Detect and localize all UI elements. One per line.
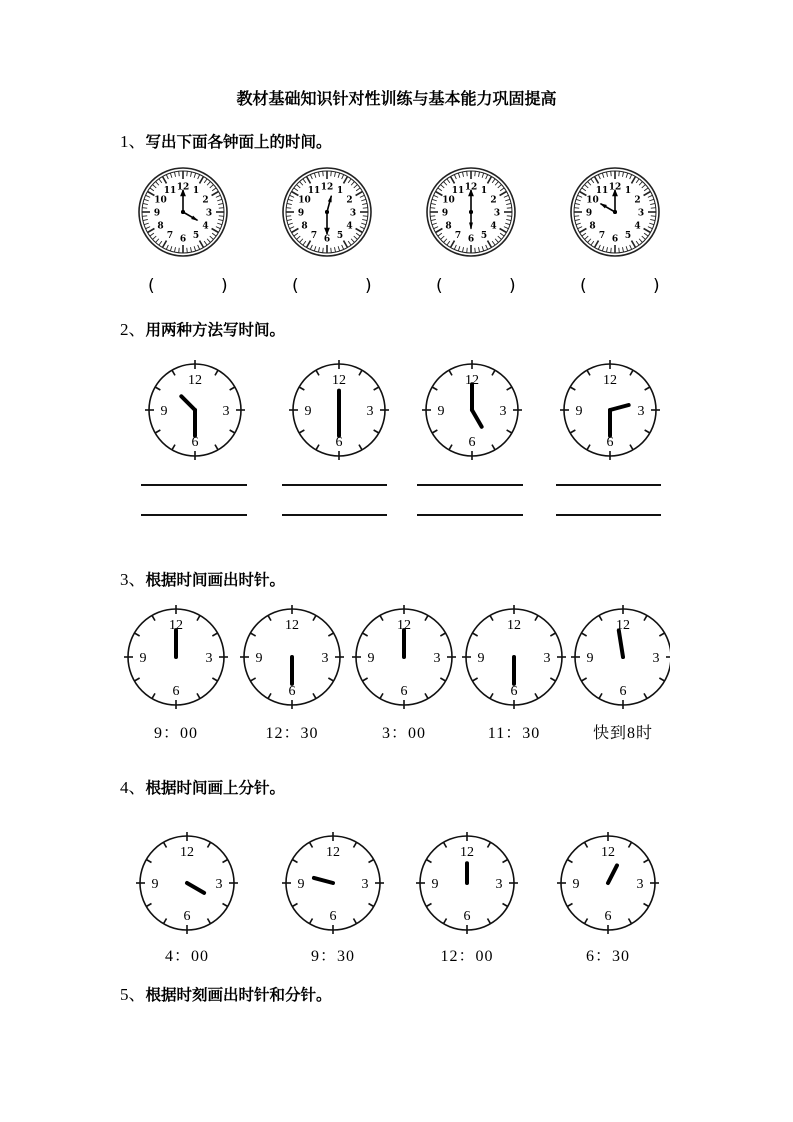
time-label: 9：30 xyxy=(310,948,356,965)
answer-paren-close: ) xyxy=(653,276,660,296)
dial-number: 11 xyxy=(307,185,321,196)
tick-mark xyxy=(651,208,656,209)
dial-number: 7 xyxy=(166,231,174,242)
dial-number: 3 xyxy=(321,651,329,666)
dial-number: 10 xyxy=(154,195,167,206)
section-number: 5、 xyxy=(120,985,146,1004)
tick-mark xyxy=(142,216,147,217)
answer-paren-close: ) xyxy=(509,276,516,296)
dial-number: 8 xyxy=(157,221,164,232)
tick-mark xyxy=(187,171,188,176)
worksheet-title: 教材基础知识针对性训练与基本能力巩固提高 xyxy=(236,89,557,108)
tick-mark xyxy=(619,248,620,253)
section-text: 根据时刻画出时针和分针。 xyxy=(145,986,332,1004)
answer-paren-close: ) xyxy=(365,276,372,296)
dial-number: 12 xyxy=(608,182,622,193)
clock-face[interactable] xyxy=(287,358,391,462)
time-label: 11：30 xyxy=(487,725,541,742)
section-4-clocks xyxy=(0,825,665,970)
dial-number: 3 xyxy=(499,404,507,419)
dial-number: 7 xyxy=(598,231,606,242)
dial-number: 6 xyxy=(468,435,476,450)
dial-number: 6 xyxy=(191,435,199,450)
dial-number: 12 xyxy=(169,618,183,633)
dial-number: 4 xyxy=(490,221,497,232)
dial-number: 5 xyxy=(624,231,632,242)
dial-number: 12 xyxy=(332,373,346,388)
center-pin xyxy=(613,210,617,214)
section-3-clocks xyxy=(0,600,670,745)
dial-number: 6 xyxy=(335,435,343,450)
clock-face[interactable] xyxy=(569,603,670,711)
tick-mark xyxy=(611,248,612,253)
section-text: 用两种方法写时间。 xyxy=(145,321,286,339)
dial-number: 9 xyxy=(297,877,305,892)
answer-paren-open: ( xyxy=(292,276,299,296)
time-label: 4：00 xyxy=(164,948,210,965)
clock-face[interactable] xyxy=(555,830,661,936)
dial-number: 3 xyxy=(361,877,369,892)
tick-mark xyxy=(286,208,291,209)
time-label: 9：00 xyxy=(153,725,199,742)
dial-number: 3 xyxy=(636,877,644,892)
section-3-heading xyxy=(120,565,285,590)
section-text: 根据时间画上分针。 xyxy=(145,779,286,797)
dial-number: 2 xyxy=(634,195,641,206)
time-label: 快到8时 xyxy=(592,725,654,742)
tick-mark xyxy=(611,171,612,176)
dial-number: 9 xyxy=(431,877,439,892)
dial-number: 3 xyxy=(222,404,230,419)
dial-number: 1 xyxy=(192,185,200,196)
answer-line[interactable] xyxy=(282,484,387,486)
dial-number: 6 xyxy=(611,234,619,245)
center-pin xyxy=(469,210,473,214)
answer-line[interactable] xyxy=(141,514,247,516)
dial-number: 8 xyxy=(445,221,452,232)
center-pin xyxy=(325,210,329,214)
dial-number: 4 xyxy=(346,221,353,232)
clock-face[interactable] xyxy=(350,603,458,711)
clock-face[interactable] xyxy=(460,603,568,711)
dial-number: 3 xyxy=(349,208,357,219)
dial-number: 2 xyxy=(490,195,497,206)
clock-face[interactable] xyxy=(421,162,521,262)
tick-mark xyxy=(363,216,368,217)
dial-number: 11 xyxy=(163,185,177,196)
dial-number: 11 xyxy=(451,185,465,196)
clock-face[interactable] xyxy=(238,603,346,711)
dial-number: 12 xyxy=(465,373,479,388)
clock-face[interactable] xyxy=(277,162,377,262)
dial-number: 3 xyxy=(366,404,374,419)
tick-mark xyxy=(187,248,188,253)
tick-mark xyxy=(507,208,512,209)
tick-mark xyxy=(331,248,332,253)
dial-number: 12 xyxy=(176,182,190,193)
dial-number: 2 xyxy=(346,195,353,206)
tick-mark xyxy=(467,248,468,253)
time-label: 3：00 xyxy=(381,725,427,742)
dial-number: 3 xyxy=(205,208,213,219)
tick-mark xyxy=(331,171,332,176)
tick-mark xyxy=(475,171,476,176)
dial-number: 1 xyxy=(336,185,344,196)
dial-number: 12 xyxy=(320,182,334,193)
dial-number: 5 xyxy=(480,231,488,242)
dial-number: 1 xyxy=(480,185,488,196)
dial-number: 3 xyxy=(543,651,551,666)
tick-mark xyxy=(430,216,435,217)
dial-number: 5 xyxy=(192,231,200,242)
section-2-clocks xyxy=(0,355,665,465)
answer-line[interactable] xyxy=(282,514,387,516)
tick-mark xyxy=(219,216,224,217)
dial-number: 9 xyxy=(151,877,159,892)
answer-paren-close: ) xyxy=(221,276,228,296)
tick-mark xyxy=(651,216,656,217)
answer-line[interactable] xyxy=(417,484,523,486)
tick-mark xyxy=(507,216,512,217)
dial-number: 9 xyxy=(153,208,161,219)
section-4-heading xyxy=(120,773,285,798)
clock-face[interactable] xyxy=(143,358,247,462)
tick-mark xyxy=(430,208,435,209)
dial-number: 9 xyxy=(255,651,263,666)
dial-number: 9 xyxy=(572,877,580,892)
tick-mark xyxy=(323,248,324,253)
dial-number: 9 xyxy=(304,404,312,419)
dial-number: 3 xyxy=(637,208,645,219)
section-number: 1、 xyxy=(120,132,146,151)
dial-number: 6 xyxy=(179,234,187,245)
dial-number: 6 xyxy=(606,435,614,450)
dial-number: 6 xyxy=(172,684,180,699)
dial-number: 3 xyxy=(495,877,503,892)
dial-number: 12 xyxy=(180,845,194,860)
section-number: 2、 xyxy=(120,320,146,339)
dial-number: 12 xyxy=(326,845,340,860)
section-2-heading xyxy=(120,315,285,340)
center-pin xyxy=(181,210,185,214)
tick-mark xyxy=(467,171,468,176)
tick-mark xyxy=(219,208,224,209)
dial-number: 3 xyxy=(205,651,213,666)
dial-number: 9 xyxy=(437,404,445,419)
clock-face[interactable] xyxy=(414,830,520,936)
tick-mark xyxy=(179,248,180,253)
dial-number: 9 xyxy=(586,651,594,666)
dial-number: 6 xyxy=(467,234,475,245)
dial-number: 12 xyxy=(616,618,630,633)
tick-mark xyxy=(475,248,476,253)
dial-number: 4 xyxy=(202,221,209,232)
dial-number: 2 xyxy=(202,195,209,206)
dial-number: 6 xyxy=(619,684,627,699)
clock-face[interactable] xyxy=(565,162,665,262)
dial-number: 12 xyxy=(464,182,478,193)
answer-paren-open: ( xyxy=(580,276,587,296)
time-label: 12：30 xyxy=(265,725,319,742)
dial-number: 9 xyxy=(575,404,583,419)
dial-number: 6 xyxy=(463,909,471,924)
dial-number: 12 xyxy=(188,373,202,388)
section-1-heading xyxy=(120,127,332,152)
clock-face[interactable] xyxy=(133,162,233,262)
tick-mark xyxy=(286,216,291,217)
dial-number: 8 xyxy=(301,221,308,232)
dial-number: 3 xyxy=(652,651,660,666)
dial-number: 10 xyxy=(442,195,455,206)
dial-number: 1 xyxy=(624,185,632,196)
clock-face[interactable] xyxy=(558,358,662,462)
dial-number: 6 xyxy=(400,684,408,699)
tick-mark xyxy=(574,208,579,209)
answer-paren-open: ( xyxy=(436,276,443,296)
dial-number: 10 xyxy=(586,195,599,206)
section-text: 写出下面各钟面上的时间。 xyxy=(145,133,332,151)
time-label: 12：00 xyxy=(440,948,494,965)
dial-number: 12 xyxy=(507,618,521,633)
dial-number: 9 xyxy=(297,208,305,219)
dial-number: 7 xyxy=(310,231,318,242)
time-label: 6：30 xyxy=(585,948,631,965)
dial-number: 9 xyxy=(367,651,375,666)
dial-number: 3 xyxy=(637,404,645,419)
dial-number: 12 xyxy=(285,618,299,633)
dial-number: 12 xyxy=(397,618,411,633)
section-1-clocks xyxy=(0,160,665,310)
dial-number: 9 xyxy=(160,404,168,419)
clock-face[interactable] xyxy=(134,830,240,936)
tick-mark xyxy=(363,208,368,209)
answer-paren-open: ( xyxy=(148,276,155,296)
dial-number: 12 xyxy=(460,845,474,860)
answer-line[interactable] xyxy=(556,484,661,486)
answer-line[interactable] xyxy=(417,514,523,516)
dial-number: 4 xyxy=(634,221,641,232)
dial-number: 11 xyxy=(595,185,609,196)
dial-number: 9 xyxy=(139,651,147,666)
dial-number: 8 xyxy=(589,221,596,232)
answer-line[interactable] xyxy=(556,514,661,516)
section-number: 4、 xyxy=(120,778,146,797)
dial-number: 9 xyxy=(477,651,485,666)
dial-number: 6 xyxy=(183,909,191,924)
tick-mark xyxy=(179,171,180,176)
dial-number: 6 xyxy=(329,909,337,924)
clock-face[interactable] xyxy=(420,358,524,462)
clock-face[interactable] xyxy=(122,603,230,711)
dial-number: 12 xyxy=(601,845,615,860)
answer-line[interactable] xyxy=(141,484,247,486)
dial-number: 3 xyxy=(493,208,501,219)
dial-number: 6 xyxy=(323,234,331,245)
dial-number: 6 xyxy=(510,684,518,699)
tick-mark xyxy=(619,171,620,176)
dial-number: 5 xyxy=(336,231,344,242)
section-5-heading xyxy=(120,980,332,1005)
clock-face[interactable] xyxy=(280,830,386,936)
dial-number: 3 xyxy=(215,877,223,892)
tick-mark xyxy=(323,171,324,176)
dial-number: 6 xyxy=(604,909,612,924)
dial-number: 7 xyxy=(454,231,462,242)
dial-number: 3 xyxy=(433,651,441,666)
tick-mark xyxy=(142,208,147,209)
dial-number: 9 xyxy=(441,208,449,219)
tick-mark xyxy=(574,216,579,217)
dial-number: 10 xyxy=(298,195,311,206)
dial-number: 6 xyxy=(288,684,296,699)
dial-number: 12 xyxy=(603,373,617,388)
section-text: 根据时间画出时针。 xyxy=(145,571,286,589)
dial-number: 9 xyxy=(585,208,593,219)
section-number: 3、 xyxy=(120,570,146,589)
